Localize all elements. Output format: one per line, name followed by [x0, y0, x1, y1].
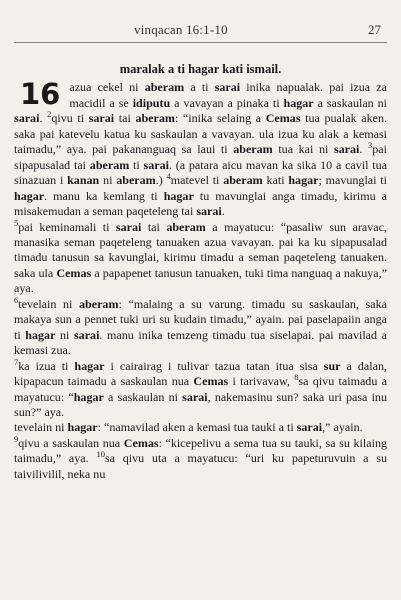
bold-name: Cemas: [193, 374, 229, 389]
text-run: inika napualak. pai izua za macidil a se: [69, 80, 387, 110]
header-rule: [14, 42, 387, 43]
text-run: a vavayan a pinaka ti: [170, 95, 284, 110]
text-run: qivu ti: [51, 111, 89, 126]
text-run: matevel ti: [170, 173, 224, 188]
text-run: .: [359, 142, 369, 157]
bold-name: aberam: [223, 173, 263, 188]
text-run: . manu ka kemlang ti: [44, 188, 164, 203]
text-run: i tarivavaw,: [228, 374, 295, 389]
page-number: 27: [368, 22, 381, 37]
bold-name: sarai: [143, 157, 169, 172]
text-run: ka izua ti: [18, 358, 75, 373]
bold-name: hagar: [67, 420, 98, 435]
text-run: ni: [99, 173, 117, 188]
section-title: maralak a ti hagar kati ismail.: [119, 62, 282, 76]
text-run: tai: [114, 111, 136, 126]
chapter-number: 16: [20, 77, 61, 112]
verse-number: 5: [14, 217, 19, 228]
text-run: tevelain ni: [14, 420, 68, 435]
bold-name: Cemas: [123, 435, 159, 450]
text-run: ni: [55, 327, 74, 342]
bold-name: aberam: [135, 111, 175, 126]
bold-name: aberam: [166, 219, 206, 234]
text-run: tai: [141, 219, 167, 234]
text-run: i cairairag i tulivar tazua tatan itua sisa: [104, 358, 324, 373]
text-run: tua pualak aken. saka pai katevelu katua ku saskaulan a vavayan. ula izua ku alak a kemasi taimadu,” aya. pai pakananguaq sa laui ti: [14, 111, 387, 157]
bold-name: hagar: [14, 188, 45, 203]
bold-name: aberam: [116, 173, 156, 188]
chapter-verse-reference: vinqacan 16:1-10: [134, 22, 228, 37]
paragraph: [14, 420, 387, 435]
bold-name: Cemas: [56, 265, 92, 280]
text-run: pai keminamali ti: [18, 219, 116, 234]
bold-name: aberam: [144, 80, 185, 95]
paragraph: [14, 77, 387, 219]
bold-name: hagar: [25, 327, 56, 342]
paragraph: [14, 433, 388, 482]
bold-name: sarai: [196, 204, 222, 219]
bold-name: sarai: [182, 389, 208, 404]
verse-number: 3: [368, 140, 373, 151]
text-run: a ti: [184, 80, 215, 95]
text-run: .: [39, 111, 48, 126]
paragraphs: [14, 77, 388, 482]
text-run: . manu inika temzeng timadu tua siselapai. pai mavilad a kemasi zua.: [14, 327, 387, 358]
bold-name: sur: [323, 358, 341, 373]
text-run: .): [155, 173, 167, 188]
verse-number: 10: [96, 449, 105, 460]
verse-number: 4: [166, 171, 171, 182]
text-run: tua kai ni: [272, 142, 334, 157]
verse-number: 9: [14, 433, 19, 444]
text-run: qivu a saskaulan nua: [18, 435, 124, 450]
verse-number: 6: [14, 294, 19, 305]
bold-name: sarai: [73, 327, 100, 342]
text-run: a saskaulan ni: [103, 389, 183, 404]
paragraph: [14, 294, 387, 359]
text-run: a saskaulan ni: [313, 95, 387, 110]
text-run: : “kicepelivu a sema tua su tauki, sa su kilaing taimadu,” aya.: [14, 435, 387, 466]
bold-name: hagar: [283, 95, 314, 110]
paragraph: [14, 217, 387, 297]
verse-number: 8: [294, 372, 299, 383]
bold-name: hagar: [288, 173, 319, 188]
text-run: tu mavunglai anga timadu, kirimu a misakemudan a seman paqeteleng tai: [14, 188, 387, 219]
text-run: : “malaing a su varung. timadu su saskaulan, saka makaya sun a pennet tuki uri su kudain timadu,” ayain. pai paselapaiin anga ti: [14, 296, 387, 342]
page-content: [14, 62, 387, 482]
bold-name: hagar: [74, 358, 105, 373]
running-header: [14, 22, 387, 38]
text-run: azua cekel ni: [69, 80, 145, 95]
text-run: sa qivu uta a mayatucu: “uri ku papeturuvuin a su taivilivilil, neka nu: [14, 451, 388, 481]
text-run: a dalan, kipapacun taimadu a saskaulan nua: [14, 358, 387, 389]
paragraph: [14, 356, 387, 421]
text-run: kati: [262, 173, 289, 188]
bold-name: sarai: [115, 219, 142, 234]
text-run: sa qivu taimadu a mayatucu: “: [14, 374, 387, 404]
text-run: ti: [129, 157, 144, 172]
text-run: a mayatucu: “pasaliw sun aravac, manasika seman paqeteleng tanuaken azua vavayan. pai ka ku sipapusalad timadu tanusun sa kavunglai, kirimu timadu a seman paqeteleng tanuaken. saka ula: [14, 219, 387, 280]
bold-name: hagar: [163, 188, 194, 203]
bold-name: kanan: [67, 173, 100, 188]
text-run: , nakemasinu sun? saka uri pasa inu sun?” aya.: [14, 389, 387, 419]
bold-name: sarai: [333, 142, 360, 157]
text-run: ; mavunglai ti: [318, 173, 387, 188]
text-run: : “namavilad aken a kemasi tua tauki a ti: [97, 420, 297, 435]
bold-name: aberam: [233, 142, 273, 157]
text-run: ,” ayain.: [322, 420, 363, 435]
bold-name: sarai: [14, 111, 40, 126]
text-run: . (a patara aicu mavan ka sika 10 a cavil tua sinazuan i: [14, 157, 387, 188]
bold-name: sarai: [88, 111, 115, 126]
text-run: : “inika selaing a: [174, 111, 266, 126]
verse-number: 7: [14, 356, 19, 367]
text-run: a papapenet tanusun tanuaken, tuki tima nanguaq a nakuya,” aya.: [14, 265, 387, 296]
bold-name: Cemas: [265, 111, 301, 126]
bold-name: aberam: [89, 157, 130, 172]
text-run: tevelain ni: [18, 296, 80, 311]
bold-name: idiputu: [132, 95, 171, 110]
body-text: [14, 77, 388, 482]
bold-name: aberam: [79, 296, 119, 311]
verse-number: 2: [47, 109, 52, 120]
text-run: pai sipapusalad tai: [14, 142, 387, 172]
bold-name: hagar: [73, 389, 104, 404]
text-run: .: [221, 204, 225, 219]
bold-name: sarai: [296, 420, 323, 435]
bold-name: sarai: [214, 80, 241, 95]
